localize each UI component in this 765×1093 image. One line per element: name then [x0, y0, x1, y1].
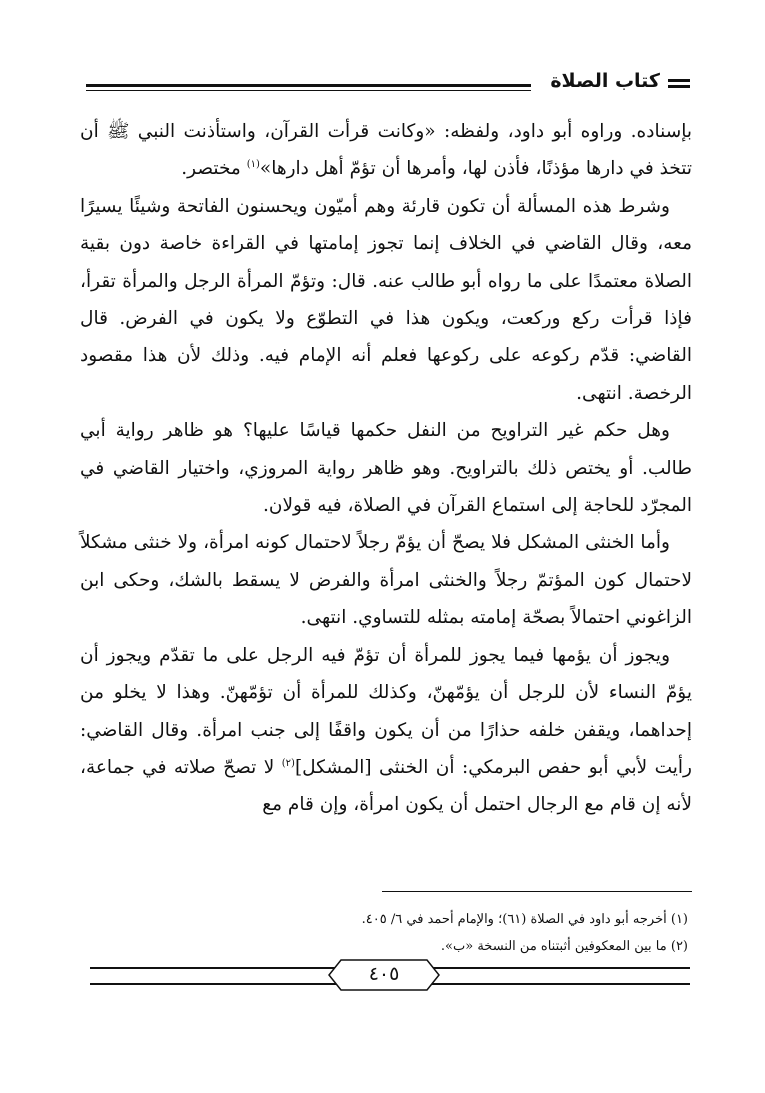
running-header-title: كتاب الصلاة — [550, 70, 660, 92]
paragraph-2: وشرط هذه المسألة أن تكون قارئة وهم أميّون ويحسنون الفاتحة وشيئًا يسيرًا معه، وقال القاضي في الخلاف إنما تجوز إمامتها في القراءة خاصة دون بقية الصلاة معتمدًا على ما رواه أبو طالب عنه. قال: وتؤمّ المرأة الرجل والمرأة تقرأ، فإذا قرأت ركع وركعت، ويكون هذا في التطوّع ولا يكون في الفرض. قال القاضي: قدّم ركوعه على ركوعها فعلم أنه الإمام فيه. وذلك لأن هذا مقصود الرخصة. انتهى. — [80, 195, 692, 404]
footnote-2: (٢) ما بين المعكوفين أثبتناه من النسخة «ب». — [440, 939, 688, 954]
footnote-ref-1: (١) — [246, 159, 260, 171]
paragraph-1: بإسناده. وراوه أبو داود، ولفظه: «وكانت قرأت القرآن، واستأذنت النبي ﷺ أن تتخذ في دارها مؤذنًا، فأذن لها، وأمرها أن تؤمّ أهل دارها»$^{(١)}$ مختصر. — [80, 121, 692, 180]
footnote-1: (١) أخرجه أبو داود في الصلاة (٦١)؛ والإمام أحمد في ٦/ ٤٠٥. — [361, 912, 688, 927]
main-text — [80, 113, 692, 824]
paragraph-5: ويجوز أن يؤمها فيما يجوز للمرأة أن تؤمّ فيه الرجل على ما تقدّم ويجوز أن يؤمّ النساء لأن للرجل أن يؤمّهنّ، وكذلك للمرأة أن تؤمّهنّ. وهذا لا يخلو من إحداهما، ويقفن خلفه حذارًا من أن يكون واقفًا إلى جنب امرأة. وقال القاضي: رأيت لأبي أبو حفص البرمكي: أن الخنثى [المشكل]$^{(٢)}$ لا تصحّ صلاته في جماعة، لأنه إن قام مع الرجال احتمل أن يكون امرأة، وإن قام مع — [80, 644, 692, 816]
header-rule — [86, 84, 531, 87]
paragraph-3: وهل حكم غير التراويح من النفل حكمها قياسًا عليها؟ هو ظاهر رواية أبي طالب. أو يختص ذلك بالتراويح. وهو ظاهر رواية المروزي، واختيار القاضي في المجرّد للحاجة إلى استماع القرآن في الصلاة، فيه قولان. — [80, 420, 692, 517]
footnote-separator — [382, 891, 692, 892]
header-ornament — [668, 79, 690, 89]
footnote-ref-2: (٢) — [281, 757, 295, 769]
header-rule-thin — [86, 90, 531, 91]
page-number-box — [327, 958, 441, 992]
page-number: ٤٠٥ — [368, 963, 400, 985]
footnotes — [80, 906, 688, 960]
running-header — [86, 70, 690, 100]
paragraph-4: وأما الخنثى المشكل فلا يصحّ أن يؤمّ رجلاً لاحتمال كونه امرأة، ولا خنثى مشكلاً لاحتمال كون المؤتمّ رجلاً والخنثى امرأة والفرض لا يسقط بالشك، وحكى ابن الزاغوني احتمالاً بصحّة إمامته بمثله للتساوي. انتهى. — [80, 532, 692, 629]
